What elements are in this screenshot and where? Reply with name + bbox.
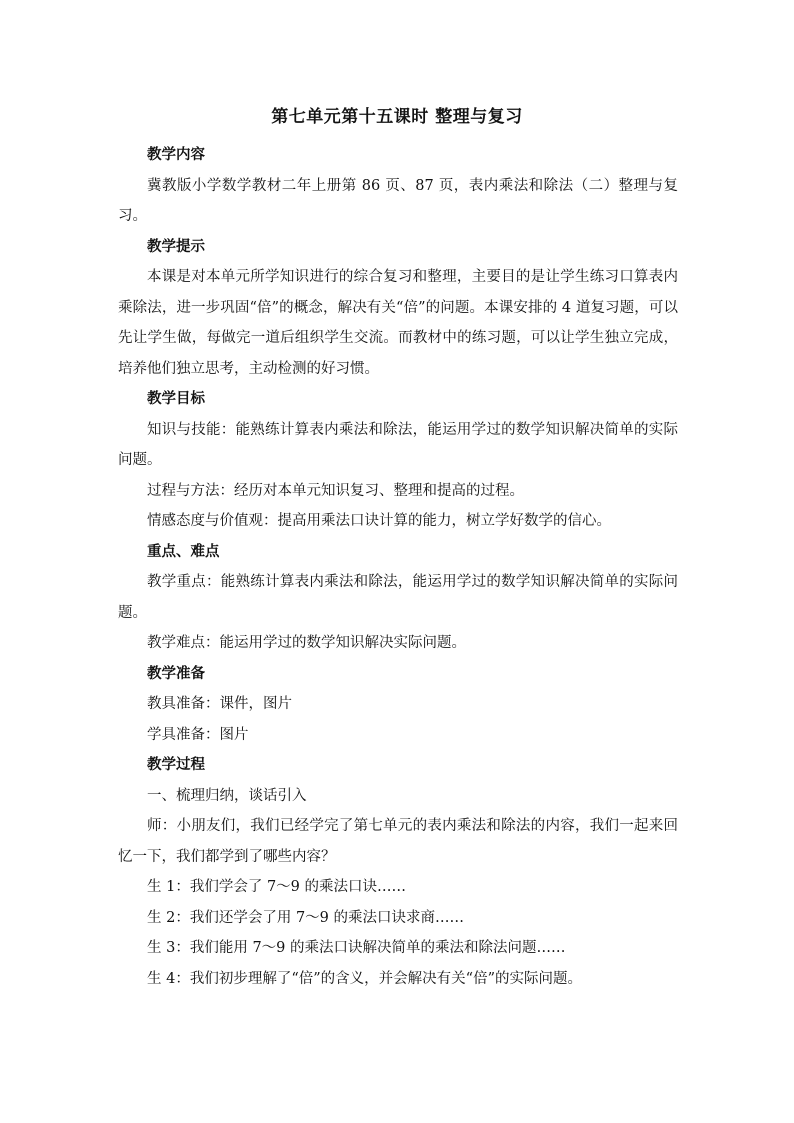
paragraph-key-point: 教学重点：能熟练计算表内乘法和除法，能运用学过的数学知识解决简单的实际问题。 — [118, 574, 678, 621]
section-heading-key-points: 重点、难点 — [147, 542, 220, 560]
paragraph-student-4: 生 4：我们初步理解了“倍”的含义，并会解决有关“倍”的实际问题。 — [147, 970, 582, 987]
page-title: 第七单元第十五课时 整理与复习 — [271, 107, 523, 127]
paragraph-hints: 本课是对本单元所学知识进行的综合复习和整理，主要目的是让学生练习口算表内乘除法，进一步巩固“倍”的概念，解决有关“倍”的问题。本课安排的 4 道复习题，可以先让学生做，每做完一道后组织学生交流。而教材中的练习题，可以让学生独立完成，培养他们独立思考，主动检测的好习惯。 — [118, 269, 678, 377]
paragraph-goal-attitude: 情感态度与价值观：提高用乘法口诀计算的能力，树立学好数学的信心。 — [147, 513, 611, 529]
section-heading-preparation: 教学准备 — [147, 664, 205, 682]
paragraph-student-1: 生 1：我们学会了 7～9 的乘法口诀…… — [147, 879, 407, 895]
paragraph-goal-process: 过程与方法：经历对本单元知识复习、整理和提高的过程。 — [147, 482, 524, 499]
paragraph-process-step-1: 一、梳理归纳，谈话引入 — [147, 787, 307, 804]
section-heading-content: 教学内容 — [147, 146, 205, 163]
document-body — [118, 140, 678, 994]
section-heading-hints: 教学提示 — [147, 237, 205, 255]
paragraph-difficult-point: 教学难点：能运用学过的数学知识解决实际问题。 — [147, 635, 466, 651]
paragraph-teacher-question: 师：小朋友们，我们已经学完了第七单元的表内乘法和除法的内容，我们一起来回忆一下，我们都学到了哪些内容？ — [118, 818, 678, 865]
paragraph-student-2: 生 2：我们还学会了用 7～9 的乘法口诀求商…… — [147, 909, 465, 926]
paragraph-student-tools: 学具准备：图片 — [147, 726, 249, 743]
paragraph-teacher-tools: 教具准备：课件，图片 — [147, 696, 292, 712]
section-heading-goals: 教学目标 — [147, 390, 205, 407]
section-heading-process: 教学过程 — [147, 756, 205, 773]
paragraph-student-3: 生 3：我们能用 7～9 的乘法口诀解决简单的乘法和除法问题…… — [147, 940, 566, 956]
paragraph-goal-knowledge: 知识与技能：能熟练计算表内乘法和除法，能运用学过的数学知识解决简单的实际问题。 — [118, 421, 678, 468]
paragraph-content: 冀教版小学数学教材二年上册第 86 页、87 页，表内乘法和除法（二）整理与复习。 — [118, 177, 678, 224]
